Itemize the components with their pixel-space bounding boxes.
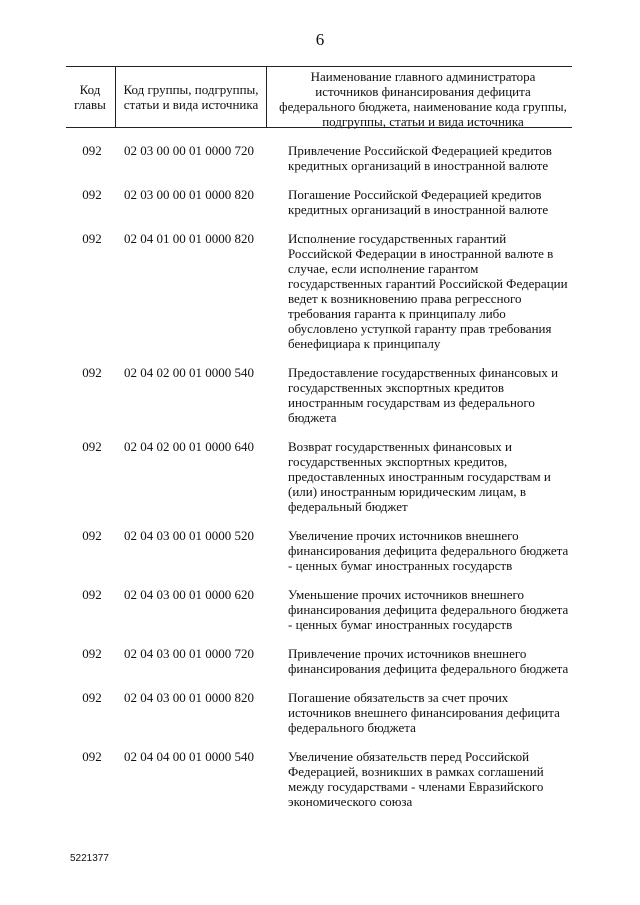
source-name-cell: Увеличение обязательств перед Российской Федерацией, возникших в рамках соглашений между государствами - членами Евразийского экономического союза [288, 749, 544, 809]
source-code-cell: 02 04 01 00 01 0000 820 [124, 231, 254, 246]
chapter-code-cell: 092 [82, 749, 102, 764]
chapter-code-cell: 092 [82, 187, 102, 202]
table-row [66, 587, 572, 632]
source-name-cell: Увеличение прочих источников внешнего финансирования дефицита федерального бюджета - ценных бумаг иностранных государств [288, 528, 569, 573]
header-source-name: Наименование главного администратора источников финансирования дефицита федерального бюджета, наименование кода группы, подгруппы, статьи и вида источника [279, 69, 567, 129]
table-header [66, 66, 572, 128]
source-code-cell: 02 03 00 00 01 0000 820 [124, 187, 254, 202]
chapter-code-cell: 092 [82, 231, 102, 246]
chapter-code-cell: 092 [82, 587, 102, 602]
chapter-code-cell: 092 [82, 646, 102, 661]
document-footer-code: 5221377 [70, 853, 109, 864]
chapter-code-cell: 092 [82, 365, 102, 380]
source-code-cell: 02 04 03 00 01 0000 820 [124, 690, 254, 705]
header-source-code: Код группы, подгруппы, статьи и вида источника [115, 67, 267, 127]
source-code-cell: 02 04 02 00 01 0000 640 [124, 439, 254, 454]
table-row [66, 690, 572, 735]
source-name-cell: Погашение Российской Федерацией кредитов кредитных организаций в иностранной валюте [288, 187, 549, 217]
table-row [66, 231, 572, 351]
source-name-cell: Привлечение прочих источников внешнего финансирования дефицита федерального бюджета [288, 646, 569, 676]
header-chapter-code: Код главы [74, 82, 106, 112]
table-row [66, 187, 572, 217]
chapter-code-cell: 092 [82, 439, 102, 454]
table-row [66, 749, 572, 809]
table-row [66, 365, 572, 425]
chapter-code-cell: 092 [82, 690, 102, 705]
source-code-cell: 02 04 03 00 01 0000 520 [124, 528, 254, 543]
source-name-cell: Уменьшение прочих источников внешнего финансирования дефицита федерального бюджета - ценных бумаг иностранных государств [288, 587, 569, 632]
table-body [66, 143, 572, 809]
table-row [66, 143, 572, 173]
table-row [66, 528, 572, 573]
source-name-cell: Исполнение государственных гарантий Российской Федерации в иностранной валюте в случае, если исполнение гарантом государственных гарантий Российской Федерации ведет к возникновению права регрессного требования гаранта к принципалу либо обусловлено уступкой гаранту прав требования бенефициара к принципалу [288, 231, 568, 351]
source-name-cell: Возврат государственных финансовых и государственных экспортных кредитов, предоставленных иностранным государствам и (или) иностранным юридическим лицам, в федеральный бюджет [288, 439, 551, 514]
table-row [66, 646, 572, 676]
chapter-code-cell: 092 [82, 528, 102, 543]
source-name-cell: Предоставление государственных финансовых и государственных экспортных кредитов иностранным государствам из федерального бюджета [288, 365, 559, 425]
source-code-cell: 02 04 03 00 01 0000 720 [124, 646, 254, 661]
source-code-cell: 02 04 03 00 01 0000 620 [124, 587, 254, 602]
source-name-cell: Погашение обязательств за счет прочих источников внешнего финансирования дефицита федерального бюджета [288, 690, 560, 735]
source-code-cell: 02 04 02 00 01 0000 540 [124, 365, 254, 380]
source-code-cell: 02 03 00 00 01 0000 720 [124, 143, 254, 158]
chapter-code-cell: 092 [82, 143, 102, 158]
table-row [66, 439, 572, 514]
source-name-cell: Привлечение Российской Федерацией кредитов кредитных организаций в иностранной валюте [288, 143, 552, 173]
source-code-cell: 02 04 04 00 01 0000 540 [124, 749, 254, 764]
page-number: 6 [315, 30, 325, 49]
